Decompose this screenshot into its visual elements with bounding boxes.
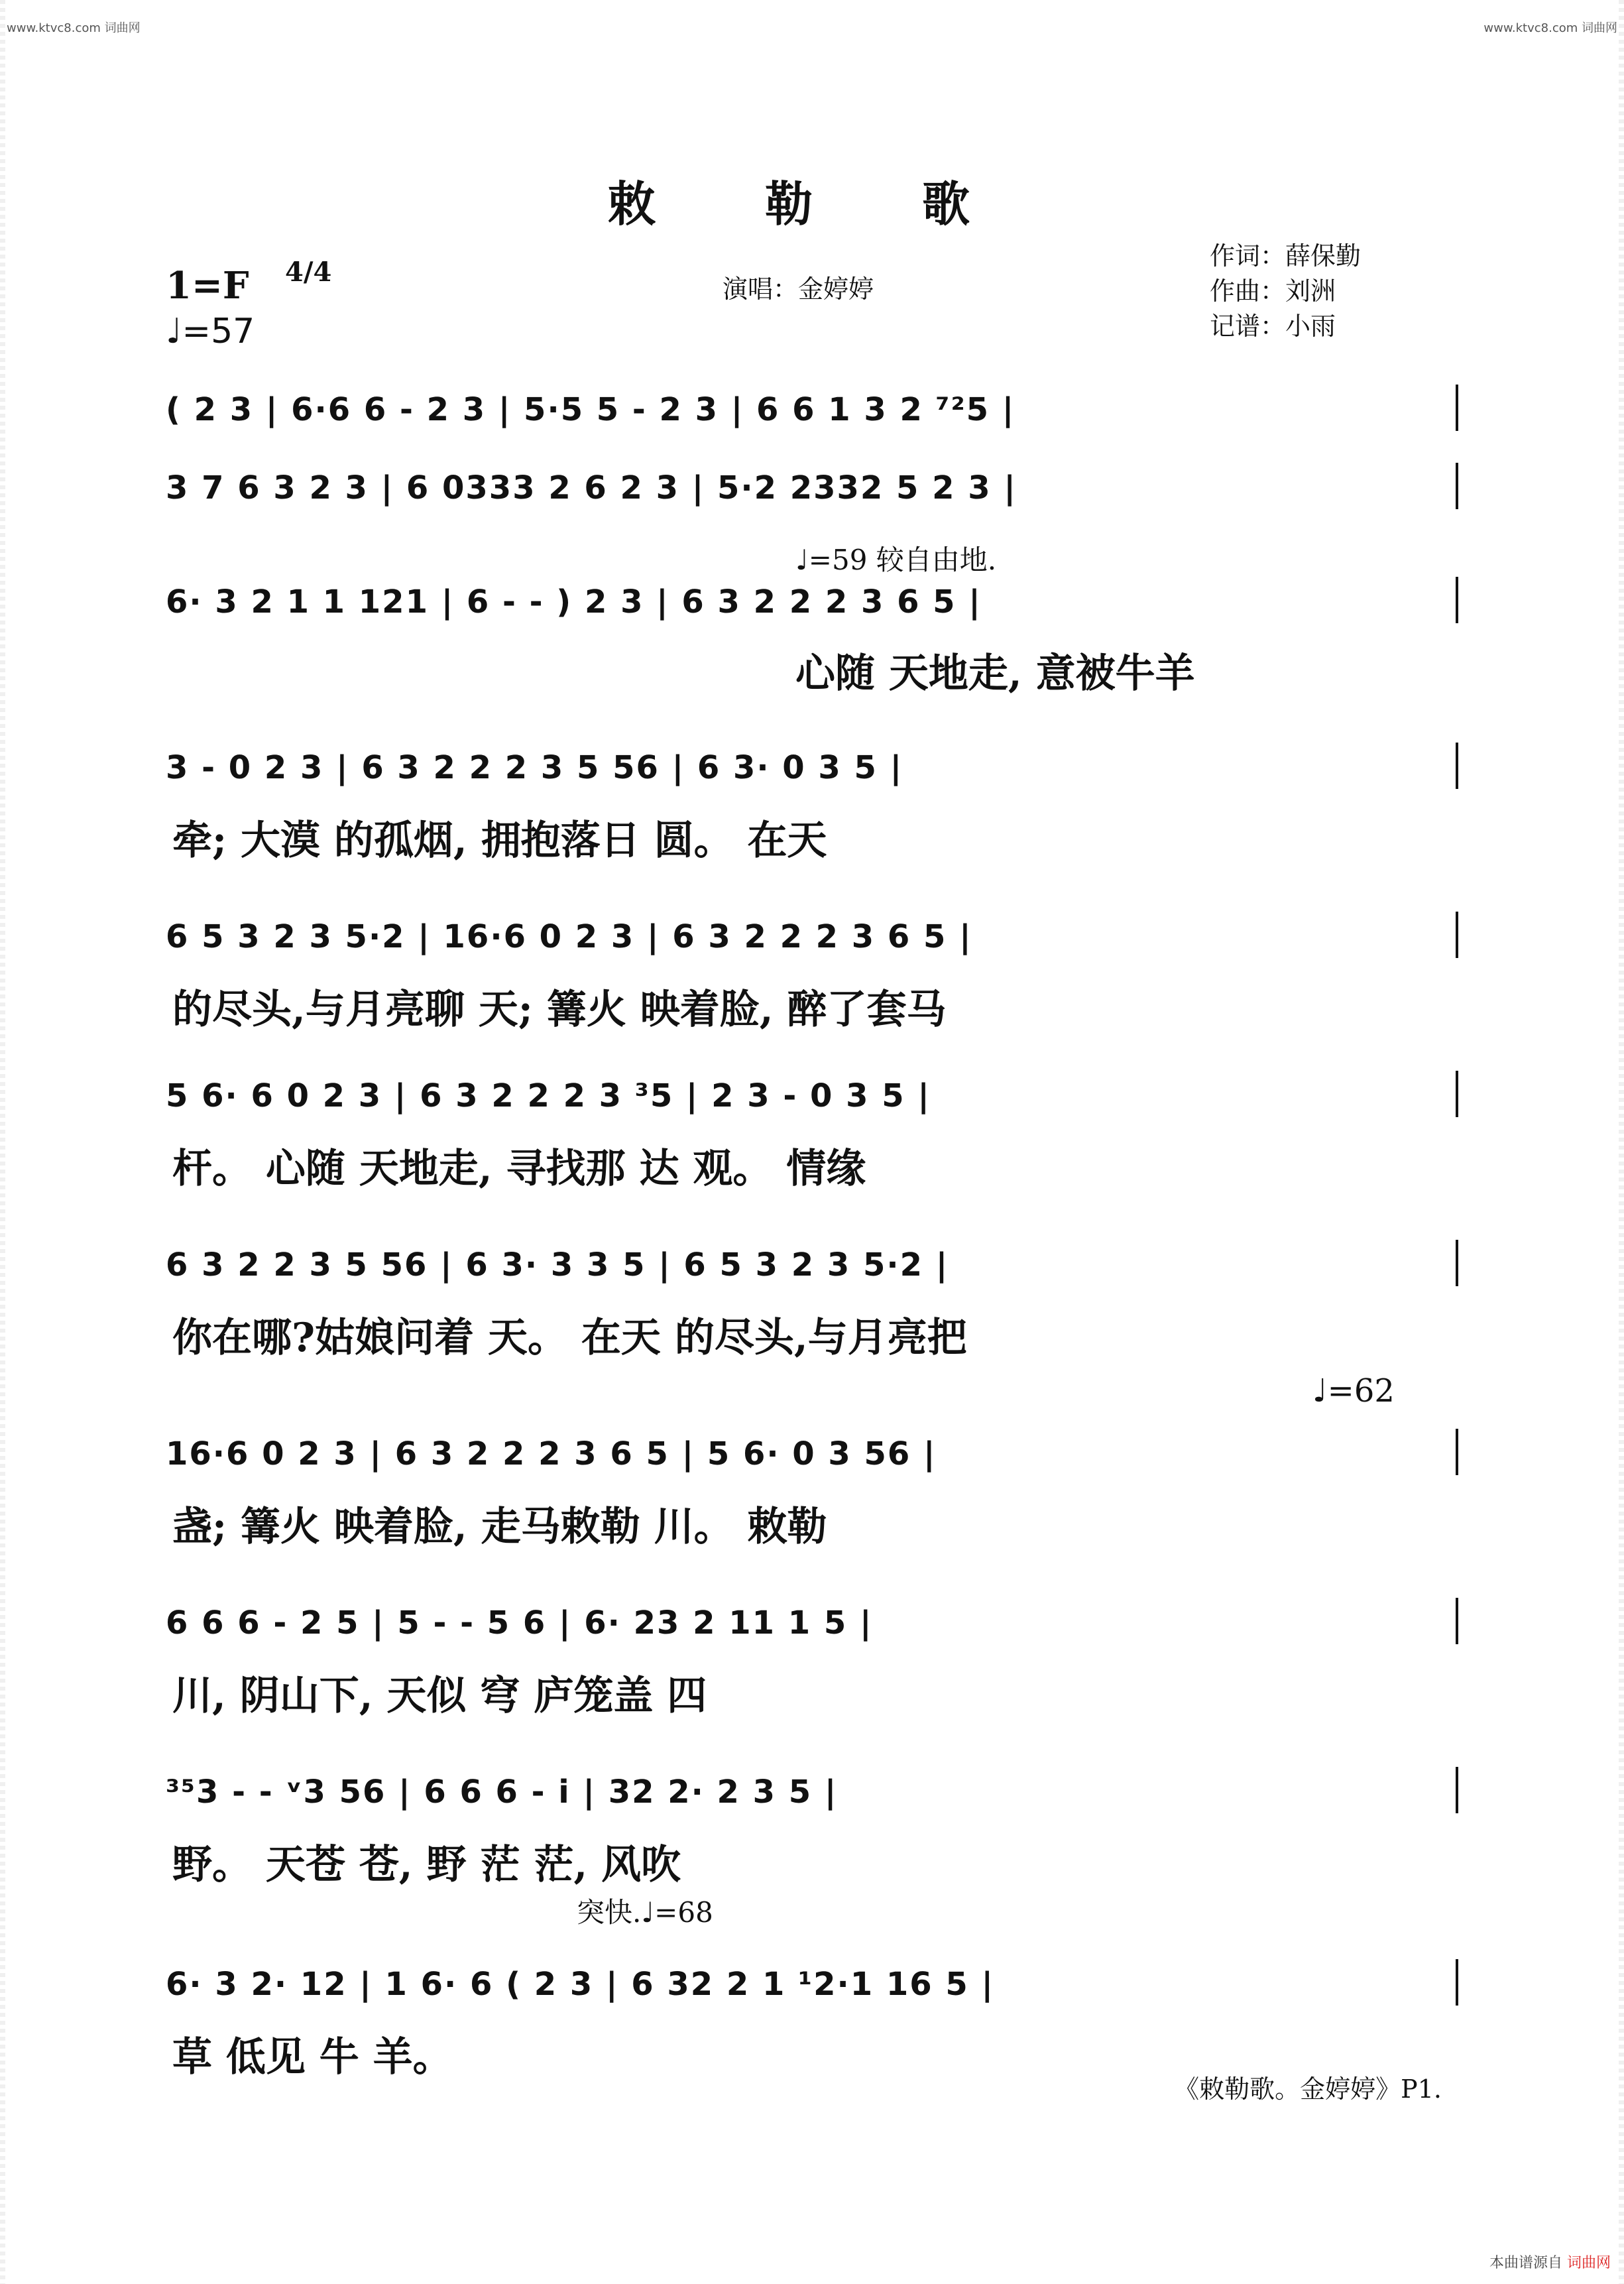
time-signature-text: 4/4 <box>285 257 332 288</box>
notation-credit: 记谱：小雨 <box>1210 312 1336 341</box>
time-signature <box>285 257 332 288</box>
row-7-end-barline <box>1456 1240 1458 1286</box>
source-site-link[interactable]: 词曲网 <box>1566 2255 1611 2271</box>
row-8-end-barline <box>1456 1429 1458 1475</box>
score-row-7-notes: 6 3 2 2 3 5 56 | 6 3· 3 3 5 | 6 5 3 2 3 5·2 | <box>166 1246 949 1284</box>
lyric-row-9: 川, 阴山下, 天似 穹 庐笼盖 四 <box>172 1673 707 1719</box>
row-6-end-barline <box>1456 1071 1458 1117</box>
page-footer: 《敕勒歌。金婷婷》P1. <box>1174 2074 1442 2104</box>
row-1-end-barline <box>1456 385 1458 431</box>
right-border-strip <box>1619 0 1624 2284</box>
row-4-end-barline <box>1456 743 1458 789</box>
score-row-2-notes: 3 7 6 3 2 3 | 6 0333 2 6 2 3 | 5·2 2332 5 2 3 | <box>166 469 1017 507</box>
lyric-row-4: 牵; 大漠 的孤烟, 拥抱落日 圆。 在天 <box>172 817 827 864</box>
score-row-6-notes: 5 6· 6 0 2 3 | 6 3 2 2 2 3 ³5 | 2 3 - 0 3 5 | <box>166 1077 931 1114</box>
left-border-strip <box>0 0 5 2284</box>
tempo-marking-row-11: 突快.♩=68 <box>577 1896 713 1929</box>
source-text: 本曲谱源自 <box>1489 2255 1562 2271</box>
singer-credit: 演唱：金婷婷 <box>723 274 874 304</box>
key-signature: 1=F <box>166 264 249 308</box>
lyric-row-3: 心随 天地走, 意被牛羊 <box>795 650 1195 697</box>
row-3-end-barline <box>1456 577 1458 623</box>
source-notice <box>1489 2252 1611 2272</box>
score-row-11-notes: 6· 3 2· 12 | 1 6· 6 ( 2 3 | 6 32 2 1 ¹2·1 16 5 | <box>166 1966 994 2003</box>
score-row-5-notes: 6 5 3 2 3 5·2 | 16·6 0 2 3 | 6 3 2 2 2 3 6 5 | <box>166 918 972 955</box>
header-right-watermark: www.ktvc8.com 词曲网 <box>1483 21 1617 35</box>
lyric-row-10: 野。 天苍 苍, 野 茫 茫, 风吹 <box>172 1842 681 1888</box>
score-row-9-notes: 6 6 6 - 2 5 | 5 - - 5 6 | 6· 23 2 11 1 5 | <box>166 1604 873 1642</box>
page-title: 敕 勒 歌 <box>607 176 1017 232</box>
row-10-end-barline <box>1456 1767 1458 1813</box>
header-left-watermark: www.ktvc8.com 词曲网 <box>7 21 141 35</box>
lyricist-credit: 作词：薛保勤 <box>1210 241 1362 270</box>
lyric-row-11: 草 低见 牛 羊。 <box>172 2034 453 2080</box>
composer-credit: 作曲：刘洲 <box>1210 276 1336 306</box>
score-row-4-notes: 3 - 0 2 3 | 6 3 2 2 2 3 5 56 | 6 3· 0 3 5 | <box>166 749 903 786</box>
row-11-end-barline <box>1456 1959 1458 2006</box>
score-row-8-notes: 16·6 0 2 3 | 6 3 2 2 2 3 6 5 | 5 6· 0 3 56 | <box>166 1435 937 1473</box>
row-2-end-barline <box>1456 463 1458 509</box>
tempo-marking-row-3: ♩=59 较自由地. <box>795 544 997 576</box>
lyric-row-7: 你在哪?姑娘问着 天。 在天 的尽头,与月亮把 <box>172 1315 967 1361</box>
lyric-row-8: 盏; 篝火 映着脸, 走马敕勒 川。 敕勒 <box>172 1504 827 1550</box>
tempo-marking-row-8: ♩=62 <box>1312 1372 1395 1410</box>
lyric-row-5: 的尽头,与月亮聊 天; 篝火 映着脸, 醉了套马 <box>172 987 947 1033</box>
score-row-3-notes: 6· 3 2 1 1 121 | 6 - - ) 2 3 | 6 3 2 2 2 3 6 5 | <box>166 583 982 621</box>
initial-tempo: ♩=57 <box>166 312 255 351</box>
score-row-1-notes: ( 2 3 | 6·6 6 - 2 3 | 5·5 5 - 2 3 | 6 6 1 3 2 ⁷²5 | <box>166 391 1015 428</box>
score-row-10-notes: ³⁵3 - - ᵛ3 56 | 6 6 6 - i | 32 2· 2 3 5 | <box>166 1773 838 1811</box>
row-9-end-barline <box>1456 1598 1458 1644</box>
lyric-row-6: 杆。 心随 天地走, 寻找那 达 观。 情缘 <box>172 1146 866 1192</box>
row-5-end-barline <box>1456 912 1458 958</box>
